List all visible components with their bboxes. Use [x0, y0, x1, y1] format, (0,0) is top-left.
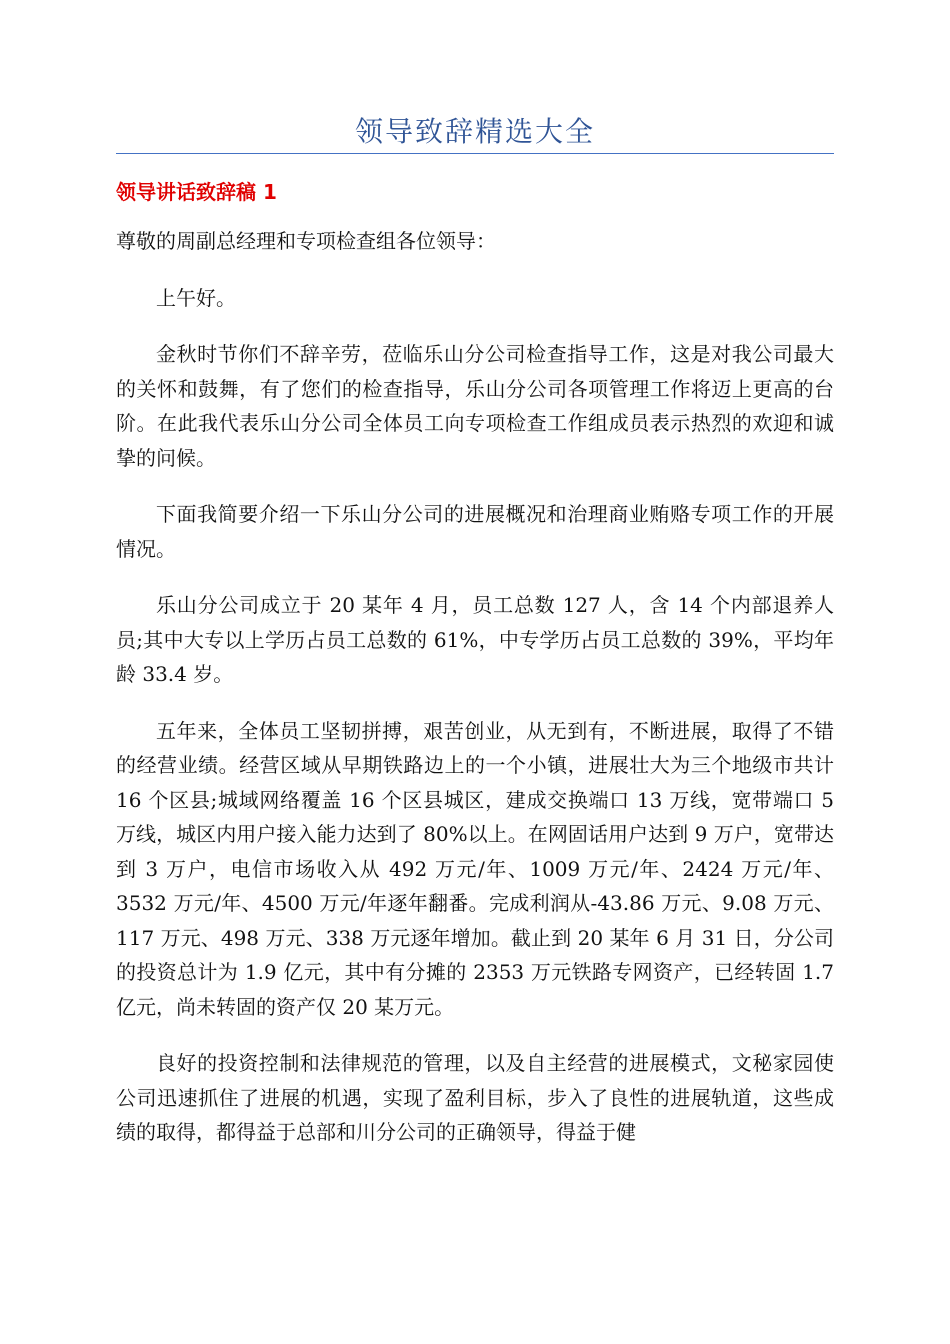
document-body	[116, 224, 834, 1150]
salutation: 尊敬的周副总经理和专项检查组各位领导：	[116, 229, 496, 253]
paragraph-welcome: 金秋时节你们不辞辛劳，莅临乐山分公司检查指导工作，这是对我公司最大的关怀和鼓舞，有了您们的检查指导，乐山分公司各项管理工作将迈上更高的台阶。在此我代表乐山分公司全体员工向专项检查工作组成员表示热烈的欢迎和诚挚的问候。	[116, 342, 834, 470]
paragraph-company-profile: 乐山分公司成立于 20 某年 4 月，员工总数 127 人，含 14 个内部退养人员;其中大专以上学历占员工总数的 61%，中专学历占员工总数的 39%，平均年龄 33.4 岁。	[116, 593, 834, 686]
paragraph-management: 良好的投资控制和法律规范的管理，以及自主经营的进展模式，文秘家园使公司迅速抓住了进展的机遇，实现了盈利目标，步入了良性的进展轨道，这些成绩的取得，都得益于总部和川分公司的正确领导，得益于健	[116, 1051, 834, 1144]
section-heading: 领导讲话致辞稿 1	[116, 180, 277, 204]
document-title: 领导致辞精选大全	[354, 115, 595, 148]
paragraph-performance: 五年来，全体员工坚韧拼搏，艰苦创业，从无到有，不断进展，取得了不错的经营业绩。经营区域从早期铁路边上的一个小镇，进展壮大为三个地级市共计 16 个区县;城域网络覆盖 16 个区县城区，建成交换端口 13 万线，宽带端口 5 万线，城区内用户接入能力达到了 80%以上。在网固话用户达到 9 万户，宽带达到 3 万户，电信市场收入从 492 万元/年、1009 万元/年、2424 万元/年、3532 万元/年、4500 万元/年逐年翻番。完成利润从-43.86 万元、9.08 万元、117 万元、498 万元、338 万元逐年增加。截止到 20 某年 6 月 31 日，分公司的投资总计为 1.9 亿元，其中有分摊的 2353 万元铁路专网资产，已经转固 1.7 亿元，尚未转固的资产仅 20 某万元。	[116, 718, 834, 1019]
title-underline	[116, 153, 834, 154]
paragraph-greeting: 上午好。	[156, 285, 236, 310]
paragraph-intro: 下面我简要介绍一下乐山分公司的进展概况和治理商业贿赂专项工作的开展情况。	[116, 502, 834, 561]
